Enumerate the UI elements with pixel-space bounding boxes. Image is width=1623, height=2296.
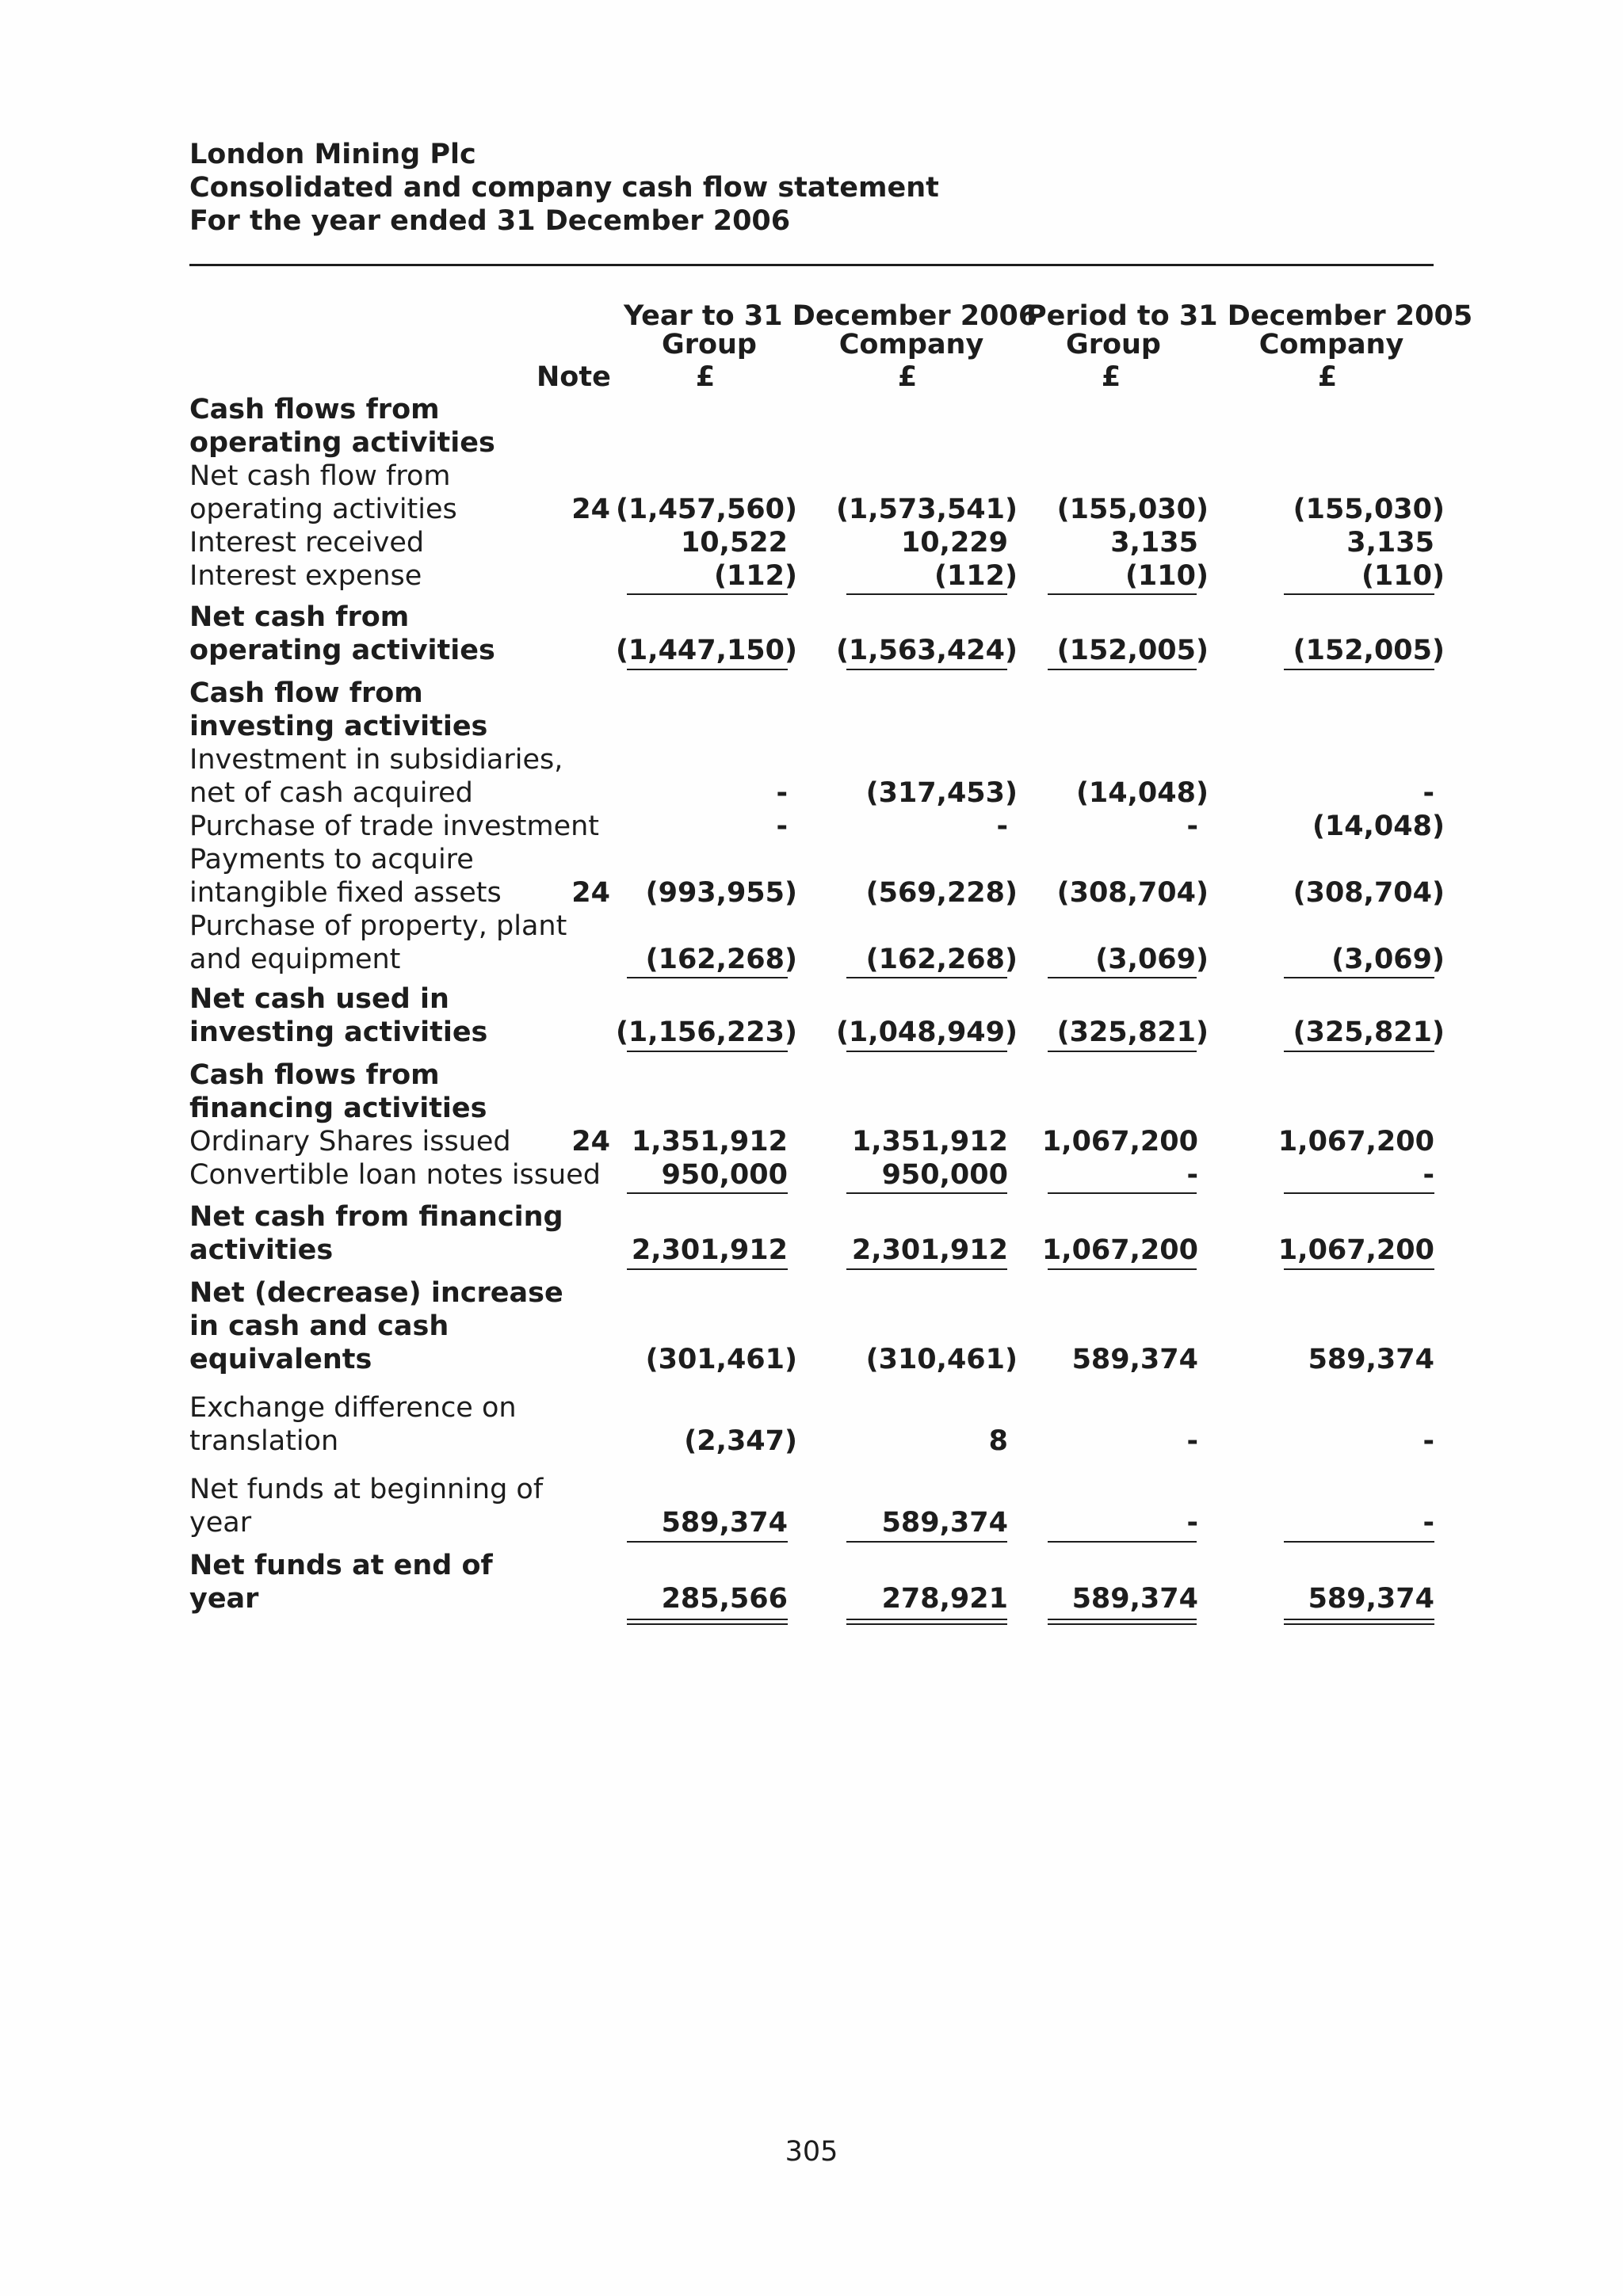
trade-investment-label: Purchase of trade investment bbox=[189, 810, 600, 842]
total-rule bbox=[627, 669, 788, 670]
investing-total-label: Net cash used in bbox=[189, 983, 449, 1015]
subtotal-rule bbox=[1284, 977, 1434, 978]
financing-heading: Cash flows from bbox=[189, 1059, 440, 1091]
shares-issued-group-2006: 1,351,912 bbox=[631, 1126, 788, 1158]
opening-funds-group-2006: 589,374 bbox=[661, 1507, 788, 1539]
shares-issued-note: 24 bbox=[571, 1126, 610, 1158]
total-rule bbox=[627, 1051, 788, 1052]
exchange-group-2005: - bbox=[1186, 1425, 1198, 1457]
operating-heading: Cash flows from bbox=[189, 394, 440, 425]
trade-investment-group-2005: - bbox=[1186, 810, 1198, 842]
opening-funds-label: Net funds at beginning of bbox=[189, 1474, 544, 1505]
investing-heading: Cash flow from bbox=[189, 677, 423, 709]
financing-heading-2: financing activities bbox=[189, 1093, 487, 1124]
subtotal-rule bbox=[627, 1541, 788, 1543]
closing-funds-label-2: year bbox=[189, 1583, 259, 1615]
opening-funds-group-2005: - bbox=[1186, 1507, 1198, 1539]
total-rule bbox=[846, 1268, 1007, 1270]
shares-issued-company-2006: 1,351,912 bbox=[851, 1126, 1008, 1158]
period-2005-header: Period to 31 December 2005 bbox=[1026, 300, 1473, 332]
financing-total-group-2005: 1,067,200 bbox=[1041, 1234, 1198, 1266]
subsidiaries-company-2006: (317,453) bbox=[865, 777, 1018, 809]
operating-total-label: Net cash from bbox=[189, 601, 410, 633]
exchange-label: Exchange difference on bbox=[189, 1392, 517, 1424]
page-number: 305 bbox=[785, 2136, 838, 2168]
grand-total-double-rule bbox=[846, 1619, 1007, 1625]
closing-funds-group-2006: 285,566 bbox=[661, 1583, 788, 1615]
net-change-company-2006: (310,461) bbox=[865, 1344, 1018, 1375]
intangible-label: Payments to acquire bbox=[189, 844, 474, 875]
subtotal-rule bbox=[1284, 593, 1434, 595]
subsidiaries-group-2006: - bbox=[776, 777, 788, 809]
operating-total-group-2005: (152,005) bbox=[1056, 635, 1209, 666]
subtotal-rule bbox=[627, 977, 788, 978]
group-2006-header: Group bbox=[661, 329, 757, 360]
total-rule bbox=[846, 1051, 1007, 1052]
trade-investment-group-2006: - bbox=[776, 810, 788, 842]
subtotal-rule bbox=[846, 1541, 1007, 1543]
intangible-company-2006: (569,228) bbox=[865, 877, 1018, 909]
ppe-group-2006: (162,268) bbox=[645, 944, 797, 975]
investing-total-company-2005: (325,821) bbox=[1293, 1016, 1445, 1048]
net-flow-company-2006: (1,573,541) bbox=[835, 494, 1018, 525]
net-flow-label-2: operating activities bbox=[189, 494, 457, 525]
subtotal-rule bbox=[846, 1192, 1007, 1194]
net-change-label: Net (decrease) increase bbox=[189, 1277, 563, 1309]
interest-received-label: Interest received bbox=[189, 527, 425, 559]
currency-col1: £ bbox=[695, 361, 716, 393]
loan-notes-company-2006: 950,000 bbox=[881, 1159, 1008, 1191]
operating-total-company-2005: (152,005) bbox=[1293, 635, 1445, 666]
financing-total-group-2006: 2,301,912 bbox=[631, 1234, 788, 1266]
note-header: Note bbox=[537, 361, 611, 393]
subsidiaries-group-2005: (14,048) bbox=[1075, 777, 1209, 809]
exchange-company-2005: - bbox=[1423, 1425, 1434, 1457]
ppe-label: Purchase of property, plant bbox=[189, 910, 567, 942]
currency-col4: £ bbox=[1317, 361, 1338, 393]
total-rule bbox=[627, 1268, 788, 1270]
closing-funds-label: Net funds at end of bbox=[189, 1550, 493, 1581]
shares-issued-group-2005: 1,067,200 bbox=[1041, 1126, 1198, 1158]
subtotal-rule bbox=[1284, 1192, 1434, 1194]
operating-heading-2: operating activities bbox=[189, 427, 495, 459]
total-rule bbox=[1048, 1268, 1197, 1270]
period-2006-header: Year to 31 December 2006 bbox=[624, 300, 1038, 332]
ppe-group-2005: (3,069) bbox=[1095, 944, 1209, 975]
net-flow-note: 24 bbox=[571, 494, 610, 525]
closing-funds-company-2006: 278,921 bbox=[881, 1583, 1008, 1615]
net-flow-group-2005: (155,030) bbox=[1056, 494, 1209, 525]
total-rule bbox=[1048, 669, 1197, 670]
interest-expense-group-2006: (112) bbox=[713, 560, 797, 592]
intangible-company-2005: (308,704) bbox=[1293, 877, 1445, 909]
interest-received-company-2005: 3,135 bbox=[1346, 527, 1434, 559]
statement-header bbox=[189, 138, 939, 238]
net-change-group-2006: (301,461) bbox=[645, 1344, 797, 1375]
subtotal-rule bbox=[1048, 1192, 1197, 1194]
ppe-company-2005: (3,069) bbox=[1331, 944, 1445, 975]
interest-received-group-2005: 3,135 bbox=[1110, 527, 1198, 559]
group-2005-header: Group bbox=[1065, 329, 1161, 360]
exchange-company-2006: 8 bbox=[988, 1425, 1008, 1457]
total-rule bbox=[1048, 1051, 1197, 1052]
company-2005-header: Company bbox=[1258, 329, 1404, 360]
financing-total-label-2: activities bbox=[189, 1234, 334, 1266]
loan-notes-company-2005: - bbox=[1423, 1159, 1434, 1191]
statement-title: Consolidated and company cash flow statement bbox=[189, 172, 939, 204]
ppe-label-2: and equipment bbox=[189, 944, 401, 975]
shares-issued-label: Ordinary Shares issued bbox=[189, 1126, 511, 1158]
net-change-label-3: equivalents bbox=[189, 1344, 372, 1375]
investing-total-group-2005: (325,821) bbox=[1056, 1016, 1209, 1048]
intangible-group-2006: (993,955) bbox=[645, 877, 797, 909]
subtotal-rule bbox=[1284, 1541, 1434, 1543]
subtotal-rule bbox=[1048, 1541, 1197, 1543]
interest-expense-label: Interest expense bbox=[189, 560, 422, 592]
net-change-group-2005: 589,374 bbox=[1071, 1344, 1198, 1375]
net-change-company-2005: 589,374 bbox=[1308, 1344, 1434, 1375]
subtotal-rule bbox=[1048, 977, 1197, 978]
subtotal-rule bbox=[1048, 593, 1197, 595]
interest-expense-company-2005: (110) bbox=[1361, 560, 1445, 592]
financing-total-company-2005: 1,067,200 bbox=[1277, 1234, 1434, 1266]
subtotal-rule bbox=[846, 977, 1007, 978]
total-rule bbox=[1284, 669, 1434, 670]
trade-investment-company-2006: - bbox=[996, 810, 1008, 842]
investing-total-label-2: investing activities bbox=[189, 1016, 488, 1048]
net-flow-label: Net cash flow from bbox=[189, 460, 451, 492]
currency-col2: £ bbox=[897, 361, 918, 393]
subsidiaries-label: Investment in subsidiaries, bbox=[189, 744, 563, 776]
total-rule bbox=[846, 669, 1007, 670]
intangible-label-2: intangible fixed assets bbox=[189, 877, 502, 909]
company-2006-header: Company bbox=[838, 329, 984, 360]
financing-total-label: Net cash from financing bbox=[189, 1201, 563, 1233]
operating-total-label-2: operating activities bbox=[189, 635, 495, 666]
company-name: London Mining Plc bbox=[189, 139, 476, 170]
loan-notes-label: Convertible loan notes issued bbox=[189, 1159, 601, 1191]
intangible-group-2005: (308,704) bbox=[1056, 877, 1209, 909]
statement-period: For the year ended 31 December 2006 bbox=[189, 205, 791, 237]
grand-total-double-rule bbox=[1048, 1619, 1197, 1625]
subsidiaries-label-2: net of cash acquired bbox=[189, 777, 473, 809]
loan-notes-group-2005: - bbox=[1186, 1159, 1198, 1191]
net-flow-company-2005: (155,030) bbox=[1293, 494, 1445, 525]
interest-expense-group-2005: (110) bbox=[1125, 560, 1209, 592]
intangible-note: 24 bbox=[571, 877, 610, 909]
shares-issued-company-2005: 1,067,200 bbox=[1277, 1126, 1434, 1158]
subtotal-rule bbox=[846, 593, 1007, 595]
investing-total-company-2006: (1,048,949) bbox=[835, 1016, 1018, 1048]
operating-total-group-2006: (1,447,150) bbox=[615, 635, 797, 666]
total-rule bbox=[1284, 1268, 1434, 1270]
opening-funds-company-2005: - bbox=[1423, 1507, 1434, 1539]
grand-total-double-rule bbox=[1284, 1619, 1434, 1625]
subsidiaries-company-2005: - bbox=[1423, 777, 1434, 809]
opening-funds-company-2006: 589,374 bbox=[881, 1507, 1008, 1539]
operating-total-company-2006: (1,563,424) bbox=[835, 635, 1018, 666]
closing-funds-group-2005: 589,374 bbox=[1071, 1583, 1198, 1615]
ppe-company-2006: (162,268) bbox=[865, 944, 1018, 975]
interest-expense-company-2006: (112) bbox=[934, 560, 1018, 592]
opening-funds-label-2: year bbox=[189, 1507, 252, 1539]
grand-total-double-rule bbox=[627, 1619, 788, 1625]
net-change-label-2: in cash and cash bbox=[189, 1310, 449, 1342]
subtotal-rule bbox=[627, 593, 788, 595]
closing-funds-company-2005: 589,374 bbox=[1308, 1583, 1434, 1615]
exchange-group-2006: (2,347) bbox=[684, 1425, 797, 1457]
subtotal-rule bbox=[627, 1192, 788, 1194]
interest-received-group-2006: 10,522 bbox=[680, 527, 788, 559]
interest-received-company-2006: 10,229 bbox=[900, 527, 1008, 559]
loan-notes-group-2006: 950,000 bbox=[661, 1159, 788, 1191]
investing-total-group-2006: (1,156,223) bbox=[615, 1016, 797, 1048]
trade-investment-company-2005: (14,048) bbox=[1312, 810, 1445, 842]
net-flow-group-2006: (1,457,560) bbox=[615, 494, 797, 525]
header-rule bbox=[189, 264, 1434, 266]
investing-heading-2: investing activities bbox=[189, 711, 488, 742]
financing-total-company-2006: 2,301,912 bbox=[851, 1234, 1008, 1266]
total-rule bbox=[1284, 1051, 1434, 1052]
exchange-label-2: translation bbox=[189, 1425, 339, 1457]
currency-col3: £ bbox=[1101, 361, 1121, 393]
